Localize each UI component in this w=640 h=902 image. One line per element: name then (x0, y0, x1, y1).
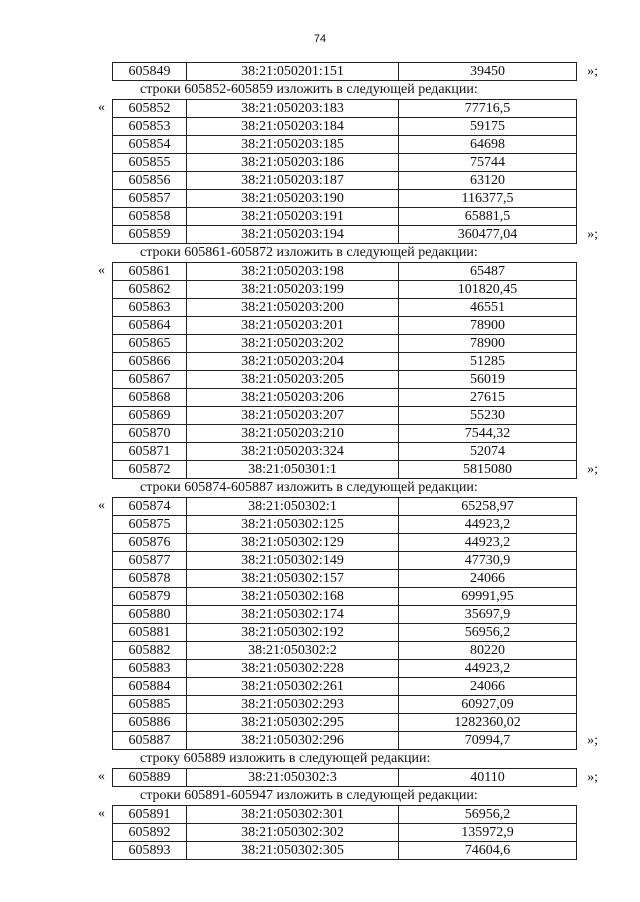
amendment-instruction: строки 605861-605872 изложить в следующей редакции: (140, 245, 478, 260)
cadastral-number-cell: 38:21:050203:187 (187, 172, 399, 190)
cadastral-number-cell: 38:21:050302:305 (187, 842, 399, 860)
amendment-instruction: строки 605891-605947 изложить в следующей редакции: (140, 788, 478, 803)
row-number-cell: 605852 (113, 100, 187, 118)
cadastral-number-cell: 38:21:050302:228 (187, 660, 399, 678)
table-row (113, 516, 577, 534)
table-row (113, 769, 577, 787)
cadastral-number-cell: 38:21:050302:129 (187, 534, 399, 552)
row-number-cell: 605892 (113, 824, 187, 842)
cadastral-number-cell: 38:21:050302:157 (187, 570, 399, 588)
close-quote: »; (587, 227, 598, 242)
cadastral-number-cell: 38:21:050203:199 (187, 281, 399, 299)
amendment-block (98, 497, 598, 750)
value-cell: 116377,5 (399, 190, 577, 208)
cadastral-table (112, 262, 577, 479)
cadastral-number-cell: 38:21:050203:194 (187, 226, 399, 244)
amendment-block (98, 805, 576, 860)
row-number-cell: 605857 (113, 190, 187, 208)
document-body (98, 62, 598, 860)
table-row (113, 498, 577, 516)
cadastral-number-cell: 38:21:050203:186 (187, 154, 399, 172)
open-quote: « (98, 263, 105, 278)
cadastral-number-cell: 38:21:050203:183 (187, 100, 399, 118)
table-row (113, 407, 577, 425)
row-number-cell: 605878 (113, 570, 187, 588)
row-number-cell: 605889 (113, 769, 187, 787)
amendment-instruction: строку 605889 изложить в следующей редакции: (140, 751, 431, 766)
value-cell: 80220 (399, 642, 577, 660)
table-row (113, 732, 577, 750)
row-number-cell: 605859 (113, 226, 187, 244)
table-row (113, 461, 577, 479)
cadastral-number-cell: 38:21:050203:198 (187, 263, 399, 281)
table-row (113, 660, 577, 678)
table-row (113, 534, 577, 552)
value-cell: 64698 (399, 136, 577, 154)
value-cell: 135972,9 (399, 824, 577, 842)
table-row (113, 317, 577, 335)
table-row (113, 606, 577, 624)
value-cell: 56956,2 (399, 624, 577, 642)
table-row (113, 118, 577, 136)
table-row (113, 552, 577, 570)
value-cell: 60927,09 (399, 696, 577, 714)
cadastral-number-cell: 38:21:050302:296 (187, 732, 399, 750)
table-row (113, 353, 577, 371)
row-number-cell: 605872 (113, 461, 187, 479)
value-cell: 24066 (399, 678, 577, 696)
cadastral-table (112, 497, 577, 750)
cadastral-number-cell: 38:21:050302:1 (187, 498, 399, 516)
table-row (113, 154, 577, 172)
value-cell: 70994,7 (399, 732, 577, 750)
cadastral-number-cell: 38:21:050203:205 (187, 371, 399, 389)
table-row (113, 389, 577, 407)
table-row (113, 624, 577, 642)
page-number: 74 (313, 33, 327, 45)
cadastral-number-cell: 38:21:050203:201 (187, 317, 399, 335)
row-number-cell: 605885 (113, 696, 187, 714)
row-number-cell: 605871 (113, 443, 187, 461)
table-row (113, 281, 577, 299)
cadastral-number-cell: 38:21:050203:184 (187, 118, 399, 136)
value-cell: 56956,2 (399, 806, 577, 824)
table-row (113, 299, 577, 317)
table-row (113, 696, 577, 714)
row-number-cell: 605883 (113, 660, 187, 678)
value-cell: 360477,04 (399, 226, 577, 244)
table-row (113, 425, 577, 443)
row-number-cell: 605854 (113, 136, 187, 154)
row-number-cell: 605856 (113, 172, 187, 190)
value-cell: 56019 (399, 371, 577, 389)
open-quote: « (98, 806, 105, 821)
table-row (113, 190, 577, 208)
table-row (113, 208, 577, 226)
row-number-cell: 605882 (113, 642, 187, 660)
row-number-cell: 605876 (113, 534, 187, 552)
cadastral-table (112, 99, 577, 244)
row-number-cell: 605887 (113, 732, 187, 750)
cadastral-number-cell: 38:21:050302:295 (187, 714, 399, 732)
value-cell: 101820,45 (399, 281, 577, 299)
value-cell: 47730,9 (399, 552, 577, 570)
amendment-block (98, 768, 598, 787)
table-row (113, 570, 577, 588)
table-row (113, 136, 577, 154)
table-row (113, 824, 577, 842)
value-cell: 65487 (399, 263, 577, 281)
row-number-cell: 605891 (113, 806, 187, 824)
cadastral-number-cell: 38:21:050203:204 (187, 353, 399, 371)
value-cell: 77716,5 (399, 100, 577, 118)
value-cell: 39450 (399, 63, 577, 81)
row-number-cell: 605868 (113, 389, 187, 407)
cadastral-number-cell: 38:21:050302:261 (187, 678, 399, 696)
value-cell: 1282360,02 (399, 714, 577, 732)
cadastral-number-cell: 38:21:050302:301 (187, 806, 399, 824)
cadastral-number-cell: 38:21:050302:174 (187, 606, 399, 624)
row-number-cell: 605858 (113, 208, 187, 226)
value-cell: 46551 (399, 299, 577, 317)
table-row (113, 371, 577, 389)
value-cell: 63120 (399, 172, 577, 190)
row-number-cell: 605863 (113, 299, 187, 317)
row-number-cell: 605869 (113, 407, 187, 425)
cadastral-number-cell: 38:21:050203:324 (187, 443, 399, 461)
cadastral-number-cell: 38:21:050201:151 (187, 63, 399, 81)
value-cell: 44923,2 (399, 534, 577, 552)
table-row (113, 443, 577, 461)
cadastral-table (112, 62, 577, 81)
cadastral-number-cell: 38:21:050302:2 (187, 642, 399, 660)
value-cell: 78900 (399, 335, 577, 353)
cadastral-number-cell: 38:21:050203:200 (187, 299, 399, 317)
open-quote: « (98, 769, 105, 784)
cadastral-number-cell: 38:21:050203:210 (187, 425, 399, 443)
open-quote: « (98, 498, 105, 513)
value-cell: 52074 (399, 443, 577, 461)
row-number-cell: 605865 (113, 335, 187, 353)
row-number-cell: 605874 (113, 498, 187, 516)
value-cell: 40110 (399, 769, 577, 787)
amendment-instruction: строки 605852-605859 изложить в следующей редакции: (140, 82, 478, 97)
amendment-block (98, 99, 598, 244)
row-number-cell: 605853 (113, 118, 187, 136)
row-number-cell: 605870 (113, 425, 187, 443)
value-cell: 59175 (399, 118, 577, 136)
close-quote: »; (587, 733, 598, 748)
cadastral-number-cell: 38:21:050203:202 (187, 335, 399, 353)
cadastral-number-cell: 38:21:050203:191 (187, 208, 399, 226)
cadastral-number-cell: 38:21:050302:192 (187, 624, 399, 642)
open-quote: « (98, 100, 105, 115)
row-number-cell: 605849 (113, 63, 187, 81)
close-quote: »; (587, 770, 598, 785)
row-number-cell: 605881 (113, 624, 187, 642)
cadastral-table (112, 768, 577, 787)
row-number-cell: 605866 (113, 353, 187, 371)
table-row (113, 588, 577, 606)
amendment-block (98, 262, 598, 479)
value-cell: 35697,9 (399, 606, 577, 624)
cadastral-number-cell: 38:21:050301:1 (187, 461, 399, 479)
cadastral-number-cell: 38:21:050203:206 (187, 389, 399, 407)
cadastral-number-cell: 38:21:050302:168 (187, 588, 399, 606)
table-row (113, 678, 577, 696)
row-number-cell: 605864 (113, 317, 187, 335)
value-cell: 7544,32 (399, 425, 577, 443)
close-quote: »; (587, 64, 598, 79)
cadastral-number-cell: 38:21:050302:149 (187, 552, 399, 570)
cadastral-number-cell: 38:21:050302:125 (187, 516, 399, 534)
value-cell: 51285 (399, 353, 577, 371)
table-row (113, 842, 577, 860)
table-row (113, 806, 577, 824)
value-cell: 78900 (399, 317, 577, 335)
row-number-cell: 605880 (113, 606, 187, 624)
table-row (113, 714, 577, 732)
row-number-cell: 605893 (113, 842, 187, 860)
value-cell: 69991,95 (399, 588, 577, 606)
row-number-cell: 605861 (113, 263, 187, 281)
value-cell: 44923,2 (399, 660, 577, 678)
row-number-cell: 605879 (113, 588, 187, 606)
value-cell: 55230 (399, 407, 577, 425)
cadastral-number-cell: 38:21:050203:190 (187, 190, 399, 208)
table-row (113, 100, 577, 118)
value-cell: 75744 (399, 154, 577, 172)
table-row (113, 226, 577, 244)
value-cell: 65258,97 (399, 498, 577, 516)
cadastral-number-cell: 38:21:050203:207 (187, 407, 399, 425)
close-quote: »; (587, 462, 598, 477)
value-cell: 65881,5 (399, 208, 577, 226)
row-number-cell: 605884 (113, 678, 187, 696)
cadastral-number-cell: 38:21:050302:293 (187, 696, 399, 714)
row-number-cell: 605862 (113, 281, 187, 299)
amendment-block (112, 62, 598, 81)
row-number-cell: 605875 (113, 516, 187, 534)
table-row (113, 263, 577, 281)
cadastral-number-cell: 38:21:050302:302 (187, 824, 399, 842)
row-number-cell: 605886 (113, 714, 187, 732)
cadastral-number-cell: 38:21:050302:3 (187, 769, 399, 787)
value-cell: 74604,6 (399, 842, 577, 860)
value-cell: 27615 (399, 389, 577, 407)
table-row (113, 172, 577, 190)
value-cell: 5815080 (399, 461, 577, 479)
cadastral-table (112, 805, 577, 860)
row-number-cell: 605867 (113, 371, 187, 389)
row-number-cell: 605855 (113, 154, 187, 172)
value-cell: 24066 (399, 570, 577, 588)
table-row (113, 335, 577, 353)
value-cell: 44923,2 (399, 516, 577, 534)
amendment-instruction: строки 605874-605887 изложить в следующей редакции: (140, 480, 478, 495)
row-number-cell: 605877 (113, 552, 187, 570)
cadastral-number-cell: 38:21:050203:185 (187, 136, 399, 154)
table-row (113, 63, 577, 81)
table-row (113, 642, 577, 660)
